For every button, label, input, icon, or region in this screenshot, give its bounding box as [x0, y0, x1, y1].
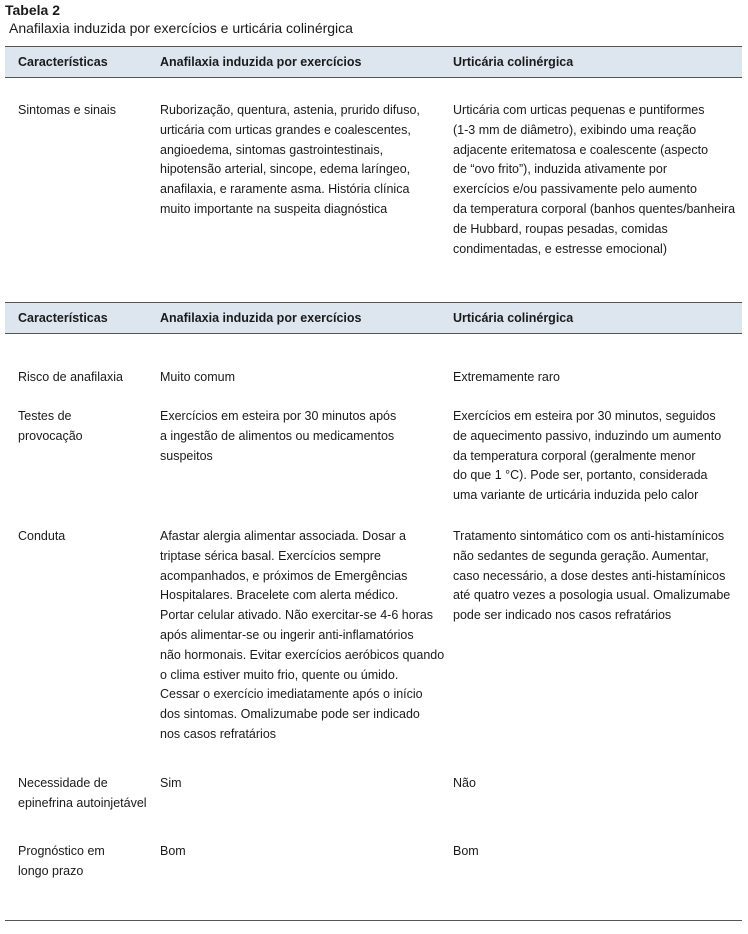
cell-anafilaxia: Muito comum [160, 370, 236, 384]
cell-urticaria: Tratamento sintomático com os anti-histamínicos não sedantes de segunda geração. Aumentar, caso necessário, a dose destes anti-histamínicos até quatro vezes a posologia usual. Omalizumabe pode ser indicado nos casos refratários [453, 529, 731, 623]
cell-anafilaxia: Bom [160, 844, 186, 858]
table-caption: Anafilaxia induzida por exercícios e urticária colinérgica [9, 20, 353, 36]
table-label: Tabela 2 [5, 2, 60, 18]
cell-urticaria: Urticária com urticas pequenas e puntiformes (1-3 mm de diâmetro), exibindo uma reação adjacente eritematosa e coalescente (aspecto de “ovo frito”), induzida ativamente por exercícios e/ou passivamente pelo aumento da temperatura corporal (banhos quentes/banheira de Hubbard, roupas pesadas, comidas condimentadas, e estresse emocional) [453, 103, 736, 256]
header-caracteristicas: Características [18, 55, 108, 69]
cell-urticaria: Exercícios em esteira por 30 minutos, seguidos de aquecimento passivo, induzindo um aumento da temperatura corporal (geralmente menor do que 1 °C). Pode ser, portanto, considerada uma variante de urticária induzida pelo calor [453, 409, 722, 503]
cell-anafilaxia: Sim [160, 776, 182, 790]
row-label: Risco de anafilaxia [18, 370, 123, 384]
header-caracteristicas: Características [18, 311, 108, 325]
header-urticaria: Urticária colinérgica [453, 311, 574, 325]
row-label: Necessidade de epinefrina autoinjetável [18, 776, 147, 810]
cell-anafilaxia: Exercícios em esteira por 30 minutos após a ingestão de alimentos ou medicamentos suspeitos [160, 409, 397, 463]
cell-urticaria: Não [453, 776, 476, 790]
row-label: Testes de provocação [18, 409, 83, 443]
row-label: Sintomas e sinais [18, 103, 116, 117]
table-header-1 [5, 46, 742, 78]
header-anafilaxia: Anafilaxia induzida por exercícios [160, 311, 362, 325]
cell-anafilaxia: Ruborização, quentura, astenia, prurido difuso, urticária com urticas grandes e coalescentes, angioedema, sintomas gastrointestinais, hipotensão arterial, sincope, edema laríngeo, anafilaxia, e raramente asma. História clínica muito importante na suspeita diagnóstica [160, 103, 420, 216]
row-label: Prognóstico em longo prazo [18, 844, 105, 878]
table-header-2 [5, 302, 742, 334]
cell-urticaria: Bom [453, 844, 479, 858]
cell-urticaria: Extremamente raro [453, 370, 560, 384]
cell-anafilaxia: Afastar alergia alimentar associada. Dosar a triptase sérica basal. Exercícios sempre acompanhados, e próximos de Emergências Hospitalares. Bracelete com alerta médico. Portar celular ativado. Não exercitar-se 4-6 horas após alimentar-se ou ingerir anti-inflamatórios não hormonais. Evitar exercícios aeróbicos quando o clima estiver muito frio, quente ou úmido. Cessar o exercício imediatamente após o início dos sintomas. Omalizumabe pode ser indicado nos casos refratários [160, 529, 445, 741]
header-urticaria: Urticária colinérgica [453, 55, 574, 69]
header-anafilaxia: Anafilaxia induzida por exercícios [160, 55, 362, 69]
row-label: Conduta [18, 529, 66, 543]
table-bottom-rule [5, 920, 742, 921]
